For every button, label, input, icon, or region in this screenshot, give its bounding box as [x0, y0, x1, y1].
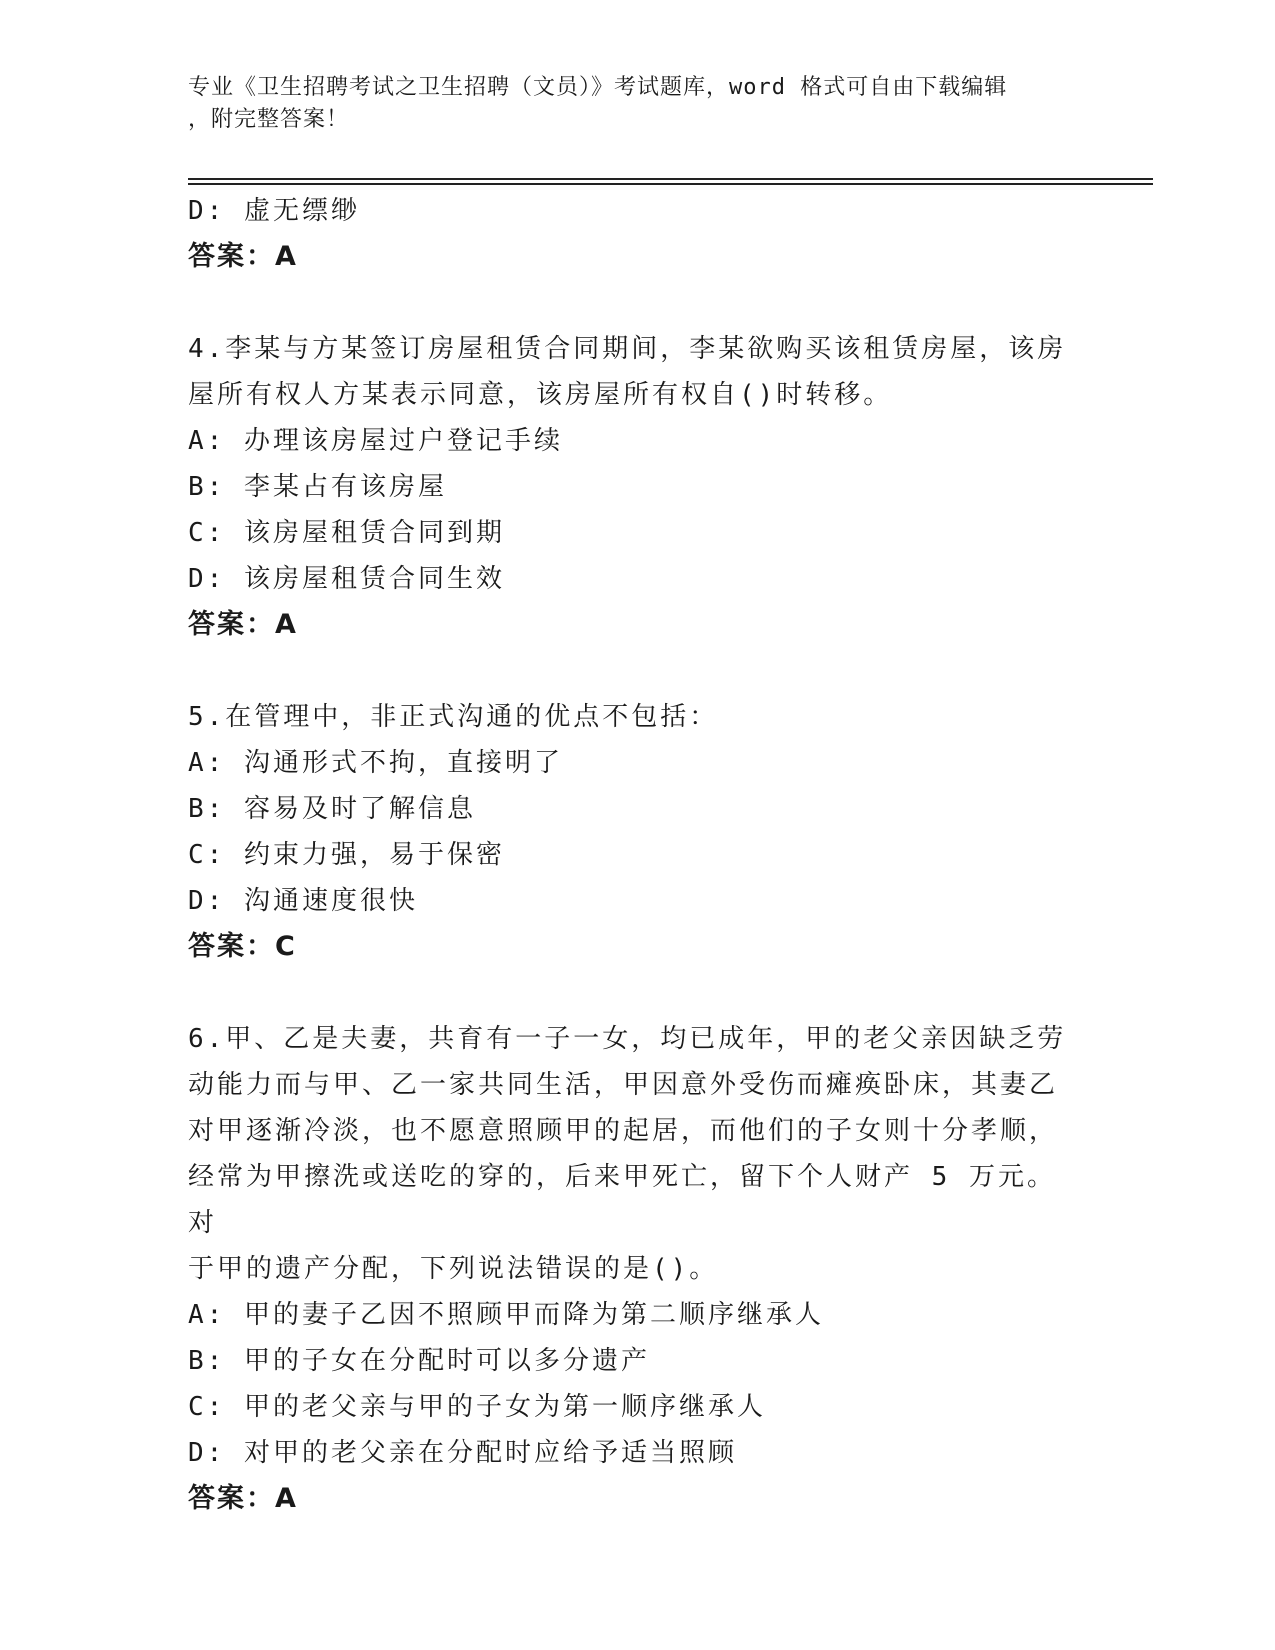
answer-line: 答案：C — [188, 931, 297, 962]
answer-line: 答案：A — [188, 609, 298, 640]
header-line-2: ，附完整答案！ — [188, 107, 350, 132]
option-a: A: 甲的妻子乙因不照顾甲而降为第二顺序继承人 — [188, 1300, 824, 1330]
option-c: C: 约束力强，易于保密 — [188, 840, 505, 870]
page-header — [188, 72, 1088, 136]
option-a: A: 办理该房屋过户登记手续 — [188, 426, 563, 456]
question-list — [188, 188, 1068, 1568]
option-b: B: 李某占有该房屋 — [188, 472, 447, 502]
question-block-4 — [188, 326, 1068, 648]
option-d: D: 虚无缥缈 — [188, 196, 360, 226]
question-block-6 — [188, 1016, 1068, 1522]
option-d: D: 沟通速度很快 — [188, 886, 418, 916]
option-b: B: 容易及时了解信息 — [188, 794, 476, 824]
answer-line: 答案：A — [188, 241, 298, 272]
option-c: C: 甲的老父亲与甲的子女为第一顺序继承人 — [188, 1392, 766, 1422]
question-stem: 5.在管理中，非正式沟通的优点不包括： — [188, 702, 719, 732]
question-block-5 — [188, 694, 1068, 970]
header-line-1: 专业《卫生招聘考试之卫生招聘（文员）》考试题库，word 格式可自由下载编辑 — [188, 75, 1008, 100]
header-divider-top — [188, 178, 1153, 180]
header-divider-bottom — [188, 183, 1153, 185]
question-block-prev — [188, 188, 1068, 280]
option-a: A: 沟通形式不拘，直接明了 — [188, 748, 563, 778]
question-stem: 4.李某与方某签订房屋租赁合同期间，李某欲购买该租赁房屋，该房 屋所有权人方某表示同意，该房屋所有权自()时转移。 — [188, 334, 1067, 410]
answer-line: 答案：A — [188, 1483, 298, 1514]
option-d: D: 该房屋租赁合同生效 — [188, 564, 505, 594]
question-stem: 6.甲、乙是夫妻，共育有一子一女，均已成年，甲的老父亲因缺乏劳 动能力而与甲、乙一家共同生活，甲因意外受伤而瘫痪卧床，其妻乙 对甲逐渐冷淡，也不愿意照顾甲的起居，而他们的子女则十分孝顺， 经常为甲擦洗或送吃的穿的，后来甲死亡，留下个人财产 5 万元。对 于甲的遗产分配，下列说法错误的是()。 — [188, 1024, 1067, 1284]
option-c: C: 该房屋租赁合同到期 — [188, 518, 505, 548]
option-d: D: 对甲的老父亲在分配时应给予适当照顾 — [188, 1438, 737, 1468]
option-b: B: 甲的子女在分配时可以多分遗产 — [188, 1346, 650, 1376]
